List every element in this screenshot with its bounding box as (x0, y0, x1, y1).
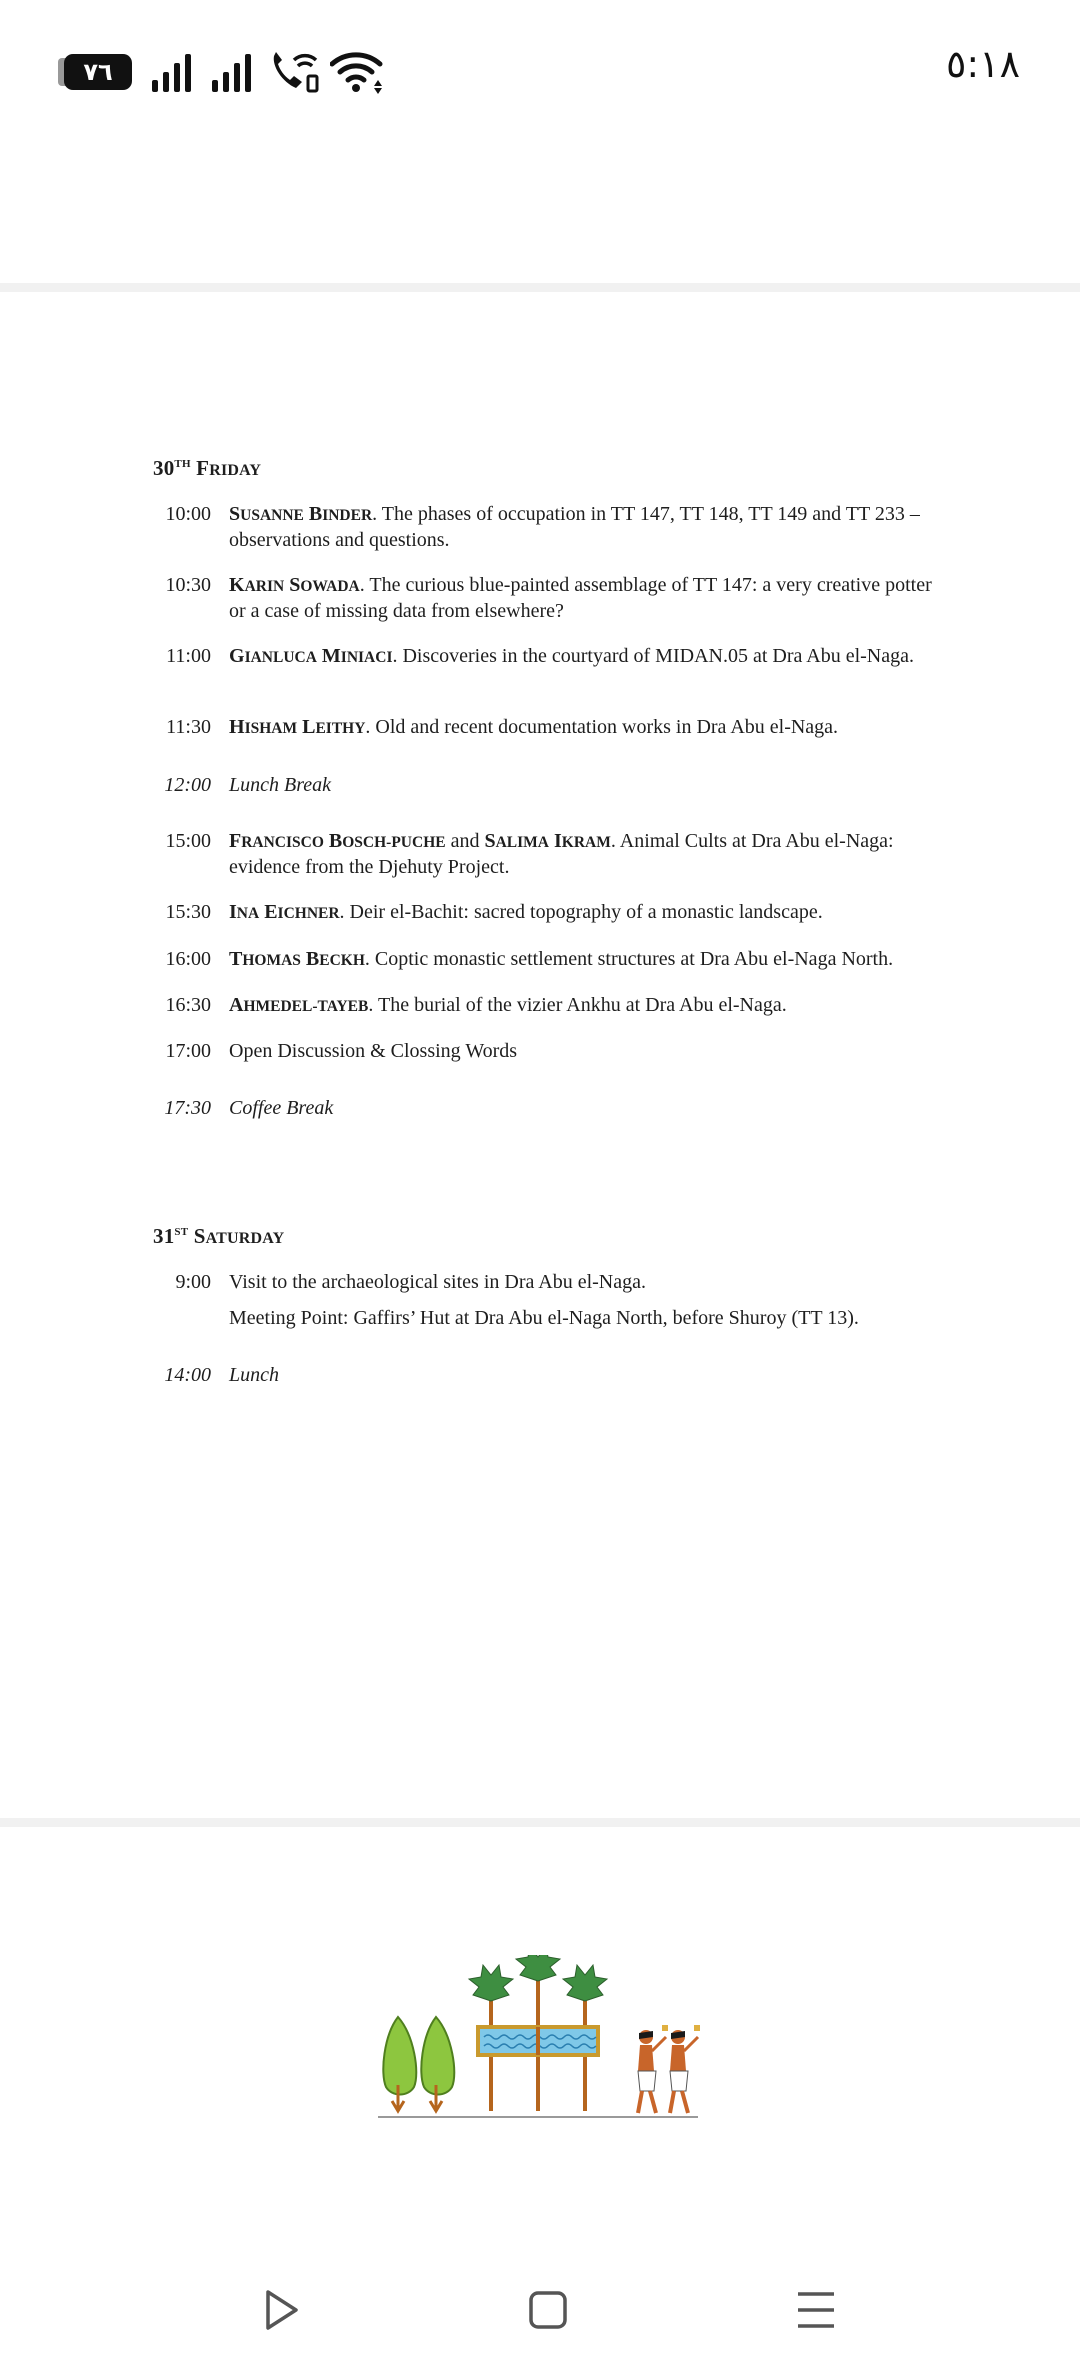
signal-icon (152, 52, 194, 92)
session-title: . The burial of the vizier Ankhu at Dra Abu el-Naga. (368, 994, 787, 1016)
session-time: 16:30 (165, 994, 211, 1016)
schedule-item (153, 993, 933, 1019)
schedule-item (153, 947, 933, 973)
speaker-name: SALIMA IKRAM (484, 830, 611, 852)
speaker-name: KARIN SOWADA (229, 574, 360, 596)
wifi-icon (330, 50, 386, 94)
session-time: 11:30 (166, 716, 211, 738)
session-time: 9:00 (175, 1271, 211, 1293)
session-title: Open Discussion & Clossing Words (229, 1040, 518, 1062)
speaker-name: AHMEDEL-TAYEB (229, 994, 369, 1016)
navigation-bar (0, 2260, 1080, 2372)
break-label: Lunch (229, 1364, 279, 1386)
schedule-item (153, 900, 933, 926)
status-bar (0, 0, 1080, 140)
session-title: Meeting Point: Gaffirs’ Hut at Dra Abu el-Naga North, before Shuroy (TT 13). (229, 1307, 859, 1329)
speaker-name: INA EICHNER (229, 901, 340, 923)
session-time: 11:00 (166, 645, 211, 667)
schedule-item (153, 1270, 933, 1295)
break-item (153, 1096, 933, 1121)
session-time: 15:00 (165, 830, 211, 852)
clock: ٥:١٨ (945, 42, 1020, 86)
session-title: Visit to the archaeological sites in Dra Abu el-Naga. (229, 1271, 647, 1293)
back-icon[interactable] (252, 2280, 312, 2340)
egyptian-garden-icon (378, 1955, 702, 2120)
session-time: 10:00 (165, 503, 211, 525)
session-time: 12:00 (164, 774, 211, 796)
session-title: . Old and recent documentation works in Dra Abu el-Naga. (365, 716, 839, 738)
battery-level: ٧٦ (83, 58, 113, 86)
session-title: . Discoveries in the courtyard of MIDAN.05 at Dra Abu el-Naga. (392, 645, 914, 667)
home-icon[interactable] (518, 2280, 578, 2340)
speaker-name: THOMAS BECKH (229, 948, 365, 970)
menu-icon[interactable] (786, 2280, 846, 2340)
session-time: 17:00 (165, 1040, 211, 1062)
session-time: 17:30 (164, 1097, 211, 1119)
session-title: . Animal Cults at Dra Abu el-Naga: evidence from the Djehuty Project. (229, 830, 894, 878)
session-title: . The phases of occupation in TT 147, TT 148, TT 149 and TT 233 – observations and questions. (229, 503, 920, 551)
wifi-calling-icon (268, 50, 320, 94)
break-label: Lunch Break (229, 774, 332, 796)
speaker-name: HISHAM LEITHY (229, 716, 366, 738)
session-title: . Coptic monastic settlement structures at Dra Abu el-Naga North. (364, 948, 894, 970)
schedule-item (153, 1306, 933, 1331)
break-item (153, 1363, 933, 1388)
day-heading: 30TH FRIDAY (153, 456, 262, 480)
session-time: 16:00 (165, 948, 211, 970)
schedule-item (153, 1039, 933, 1064)
speaker-name: FRANCISCO BOSCH-PUCHE (229, 830, 446, 852)
session-title: . Deir el-Bachit: sacred topography of a monastic landscape. (339, 901, 823, 923)
speaker-name: SUSANNE BINDER (229, 503, 373, 525)
speaker-name: GIANLUCA MINIACI (229, 645, 393, 667)
schedule-item (153, 573, 933, 624)
session-time: 14:00 (164, 1364, 211, 1386)
page-separator (0, 1818, 1080, 1827)
session-time: 10:30 (165, 574, 211, 596)
battery-icon (64, 54, 132, 90)
schedule-item (153, 644, 933, 670)
break-item (153, 773, 933, 798)
session-time: 15:30 (165, 901, 211, 923)
session-title: . The curious blue-painted assemblage of TT 147: a very creative potter or a case of missing data from elsewhere? (229, 574, 932, 622)
day-heading: 31ST SATURDAY (153, 1224, 285, 1248)
schedule-item (153, 502, 933, 553)
page-separator (0, 283, 1080, 292)
signal-icon (212, 52, 254, 92)
break-label: Coffee Break (229, 1097, 334, 1119)
schedule-item: 15:00 FRANCISCO BOSCH-PUCHE and SALIMA IKRAM. Animal Cults at Dra Abu el-Naga: evidence from the Djehuty Project. (153, 829, 933, 880)
schedule-item (153, 715, 933, 741)
